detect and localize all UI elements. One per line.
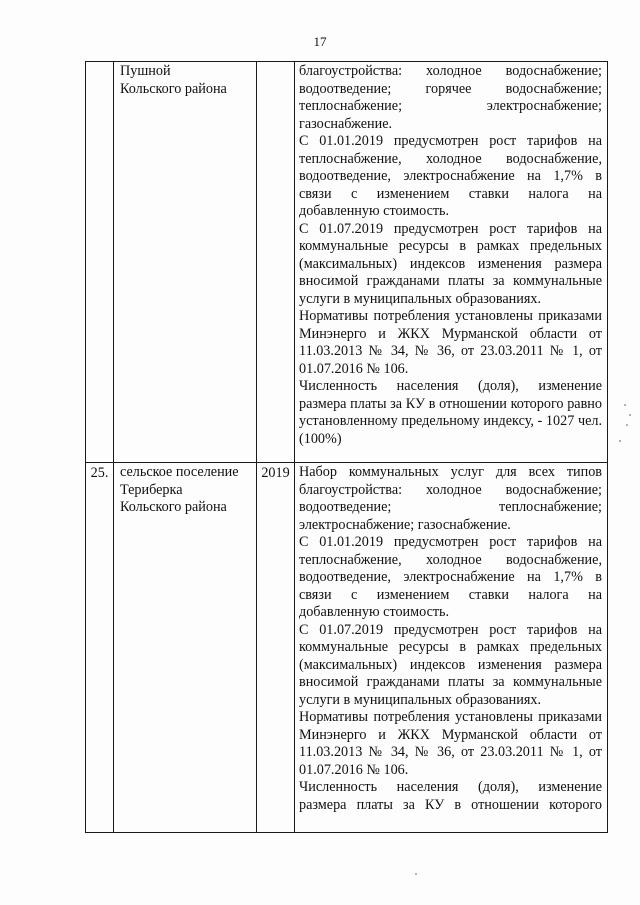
description-paragraph: С 01.01.2019 предусмотрен рост тарифов на теплоснабжение, холодное водоснабжение, водоотведение, электроснабжение на 1,7% в связи с изменением ставки налога на добавленную стоимость. bbox=[299, 534, 602, 620]
page-number: 17 bbox=[313, 34, 327, 49]
municipality-name bbox=[114, 463, 257, 833]
scan-speck bbox=[629, 414, 631, 416]
name-line: Кольского района bbox=[120, 80, 227, 97]
description-paragraph: Численность населения (доля), изменение размера платы за КУ в отношении которого bbox=[299, 779, 602, 813]
name-line: Пушной bbox=[120, 63, 171, 79]
scan-speck bbox=[626, 424, 628, 426]
scan-speck bbox=[415, 873, 417, 875]
description-cell bbox=[295, 62, 608, 463]
scan-speck bbox=[619, 440, 621, 442]
row-year bbox=[257, 62, 295, 463]
name-line: сельское поселение bbox=[120, 464, 239, 480]
description-cell bbox=[295, 463, 608, 833]
description-paragraph: С 01.07.2019 предусмотрен рост тарифов на коммунальные ресурсы в рамках предельных (максимальных) индексов изменения размера вносимой гражданами платы за коммунальные услуги в муниципальных образованиях. bbox=[299, 220, 602, 307]
description-paragraph: Нормативы потребления установлены приказами Минэнерго и ЖКХ Мурманской области от 11.03.2013 № 34, № 36, от 23.03.2011 № 1, от 01.07.2016 № 106. bbox=[299, 308, 602, 377]
description-paragraph: Набор коммунальных услуг для всех типов благоустройства: холодное водоснабжение; водоотведение; теплоснабжение; электроснабжение; газоснабжение. bbox=[299, 464, 602, 533]
scan-speck bbox=[624, 404, 626, 406]
description-paragraph: Нормативы потребления установлены приказами Минэнерго и ЖКХ Мурманской области от 11.03.2013 № 34, № 36, от 23.03.2011 № 1, от 01.07.2016 № 106. bbox=[299, 709, 602, 778]
tariff-table bbox=[85, 61, 608, 833]
row-year: 2019 bbox=[257, 463, 295, 833]
description-paragraph: С 01.01.2019 предусмотрен рост тарифов на теплоснабжение, холодное водоснабжение, водоотведение, электроснабжение на 1,7% в связи с изменением ставки налога на добавленную стоимость. bbox=[299, 133, 602, 219]
municipality-name bbox=[114, 62, 257, 463]
description-paragraph: Численность населения (доля), изменение размера платы за КУ в отношении которого равно установленному предельному индексу, - 1027 чел. (100%) bbox=[299, 378, 602, 447]
table-row bbox=[86, 62, 608, 463]
description-paragraph: благоустройства: холодное водоснабжение; водоотведение; горячее водоснабжение; теплоснабжение; электроснабжение; газоснабжение. bbox=[299, 63, 602, 132]
description-paragraph: С 01.07.2019 предусмотрен рост тарифов на коммунальные ресурсы в рамках предельных (максимальных) индексов изменения размера вносимой гражданами платы за коммунальные услуги в муниципальных образованиях. bbox=[299, 621, 602, 708]
row-number: 25. bbox=[86, 463, 114, 833]
name-line: Кольского района bbox=[120, 499, 227, 515]
table-row bbox=[86, 463, 608, 833]
row-number bbox=[86, 62, 114, 463]
name-line: Териберка bbox=[120, 481, 183, 498]
